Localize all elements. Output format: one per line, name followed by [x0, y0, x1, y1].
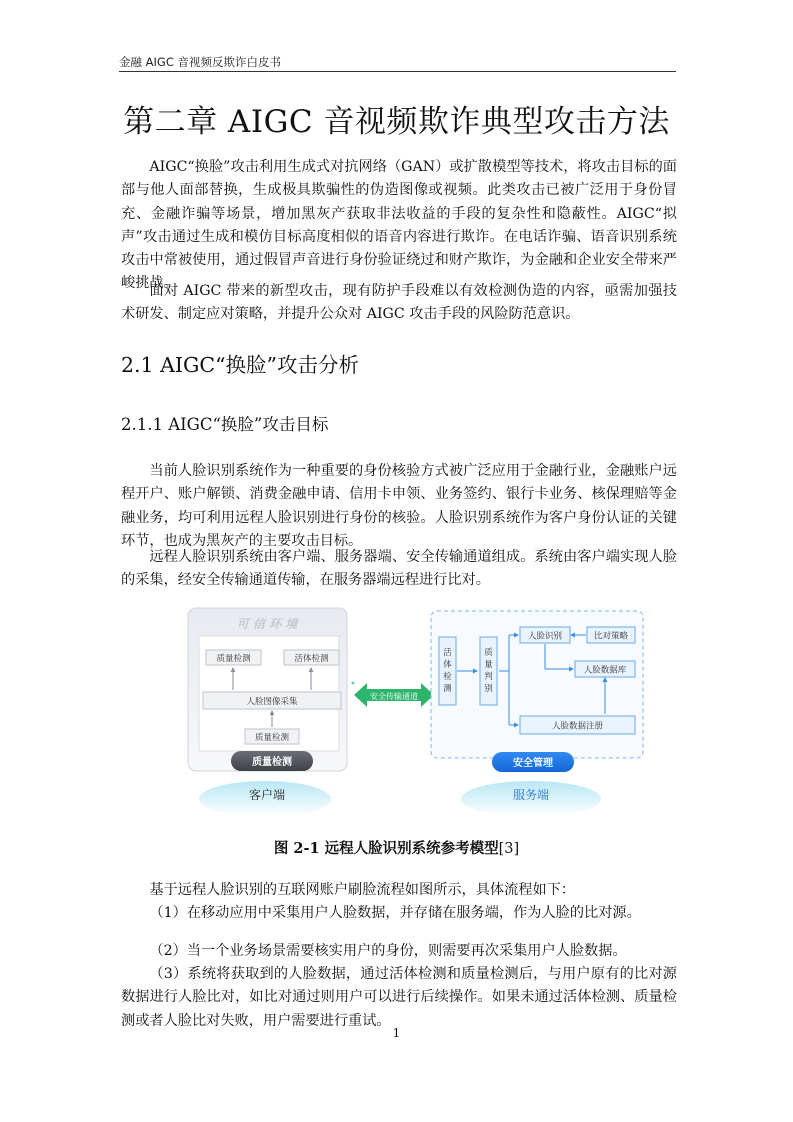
face-recognition-label: 人脸识别	[527, 631, 563, 642]
face-database-label: 人脸数据库	[583, 665, 627, 676]
figure-caption	[0, 837, 793, 858]
liveness-vertical-char: 体	[443, 660, 452, 670]
secure-channel	[352, 682, 438, 708]
server-side	[431, 611, 643, 817]
client-side	[188, 608, 347, 817]
flow-step-3: （3）系统将获取到的人脸数据，通过活体检测和质量检测后，与用户原有的比对源数据进行人脸比对，如比对通过则用户可以进行后续操作。如果未通过活体检测、质量检测或者人脸比对失败，用户需要进行重试。	[121, 966, 677, 1029]
flow-intro-paragraph: 基于远程人脸识别的互联网账户刷脸流程如图所示，具体流程如下：	[149, 882, 576, 898]
liveness-vertical-char: 活	[443, 648, 452, 658]
remote-face-recognition-diagram	[183, 603, 647, 824]
caption-reference: [3]	[498, 841, 520, 857]
subsection-title: 2.1.1 AIGC“换脸”攻击目标	[121, 415, 329, 434]
trusted-env-label: 可 信 环 境	[236, 617, 298, 631]
server-badge-label: 安全管理	[513, 758, 553, 769]
client-badge-label: 质量检测	[252, 757, 292, 768]
header-rule	[119, 71, 676, 72]
liveness-check-label: 活体检测	[294, 654, 329, 664]
quality-vertical-char: 判	[484, 672, 493, 682]
face-registration-label: 人脸数据注册	[551, 721, 604, 732]
running-header: 金融 AIGC 音视频反欺诈白皮书	[119, 55, 282, 69]
liveness-vertical-char: 测	[443, 684, 452, 694]
liveness-vertical-char: 检	[443, 672, 452, 682]
chapter-title: 第二章 AIGC 音视频欺诈典型攻击方法	[123, 104, 670, 140]
quality-check-label-bottom: 质量检测	[254, 733, 290, 743]
page-number: 1	[392, 1026, 401, 1040]
quality-vertical-char: 质	[484, 648, 493, 658]
intro-paragraph-1: AIGC“换脸”攻击利用生成式对抗网络（GAN）或扩散模型等技术，将攻击目标的面部与他人面部替换，生成极具欺骗性的伪造图像或视频。此类攻击已被广泛用于身份冒充、金融诈骗等场景，增加黑灰产获取非法收益的手段的复杂性和隐蔽性。AIGC“拟声”攻击通过生成和模仿目标高度相似的语音内容进行欺诈。在电话诈骗、语音识别系统攻击中常被使用，通过假冒声音进行身份验证绕过和财产欺诈，为金融和企业安全带来严峻挑战。	[121, 159, 677, 292]
flow-step-1: （1）在移动应用中采集用户人脸数据，并存储在服务端，作为人脸的比对源。	[149, 905, 641, 921]
face-capture-label: 人脸图像采集	[246, 697, 298, 707]
quality-check-label-top: 质量检测	[216, 654, 251, 664]
channel-label: 安全传输通道	[370, 692, 418, 701]
caption-text: 图 2-1 远程人脸识别系统参考模型	[273, 840, 499, 857]
quality-vertical-char: 量	[484, 660, 493, 670]
body-paragraph-1: 当前人脸识别系统作为一种重要的身份核验方式被广泛应用于金融行业，金融账户远程开户、账户解锁、消费金融申请、信用卡申领、业务签约、银行卡业务、核保理赔等金融业务，均可利用远程人脸识别进行身份的核验。人脸识别系统作为客户身份认证的关键环节，也成为黑灰产的主要攻击目标。	[121, 463, 677, 549]
client-platform-label: 客户端	[248, 788, 286, 802]
flow-step-2: （2）当一个业务场景需要核实用户的身份，则需要再次采集用户人脸数据。	[149, 943, 627, 959]
channel-dot	[352, 682, 355, 685]
server-platform-label: 服务端	[512, 788, 550, 802]
body-paragraph-2: 远程人脸识别系统由客户端、服务器端、安全传输通道组成。系统由客户端实现人脸的采集，经安全传输通道传输，在服务器端远程进行比对。	[121, 549, 677, 589]
quality-vertical-char: 别	[484, 684, 493, 694]
section-title: 2.1 AIGC“换脸”攻击分析	[121, 353, 360, 377]
compare-strategy-label: 比对策略	[593, 631, 629, 642]
intro-paragraph-2: 面对 AIGC 带来的新型攻击，现有防护手段难以有效检测伪造的内容，亟需加强技术研发、制定应对策略，并提升公众对 AIGC 攻击手段的风险防范意识。	[121, 283, 677, 323]
